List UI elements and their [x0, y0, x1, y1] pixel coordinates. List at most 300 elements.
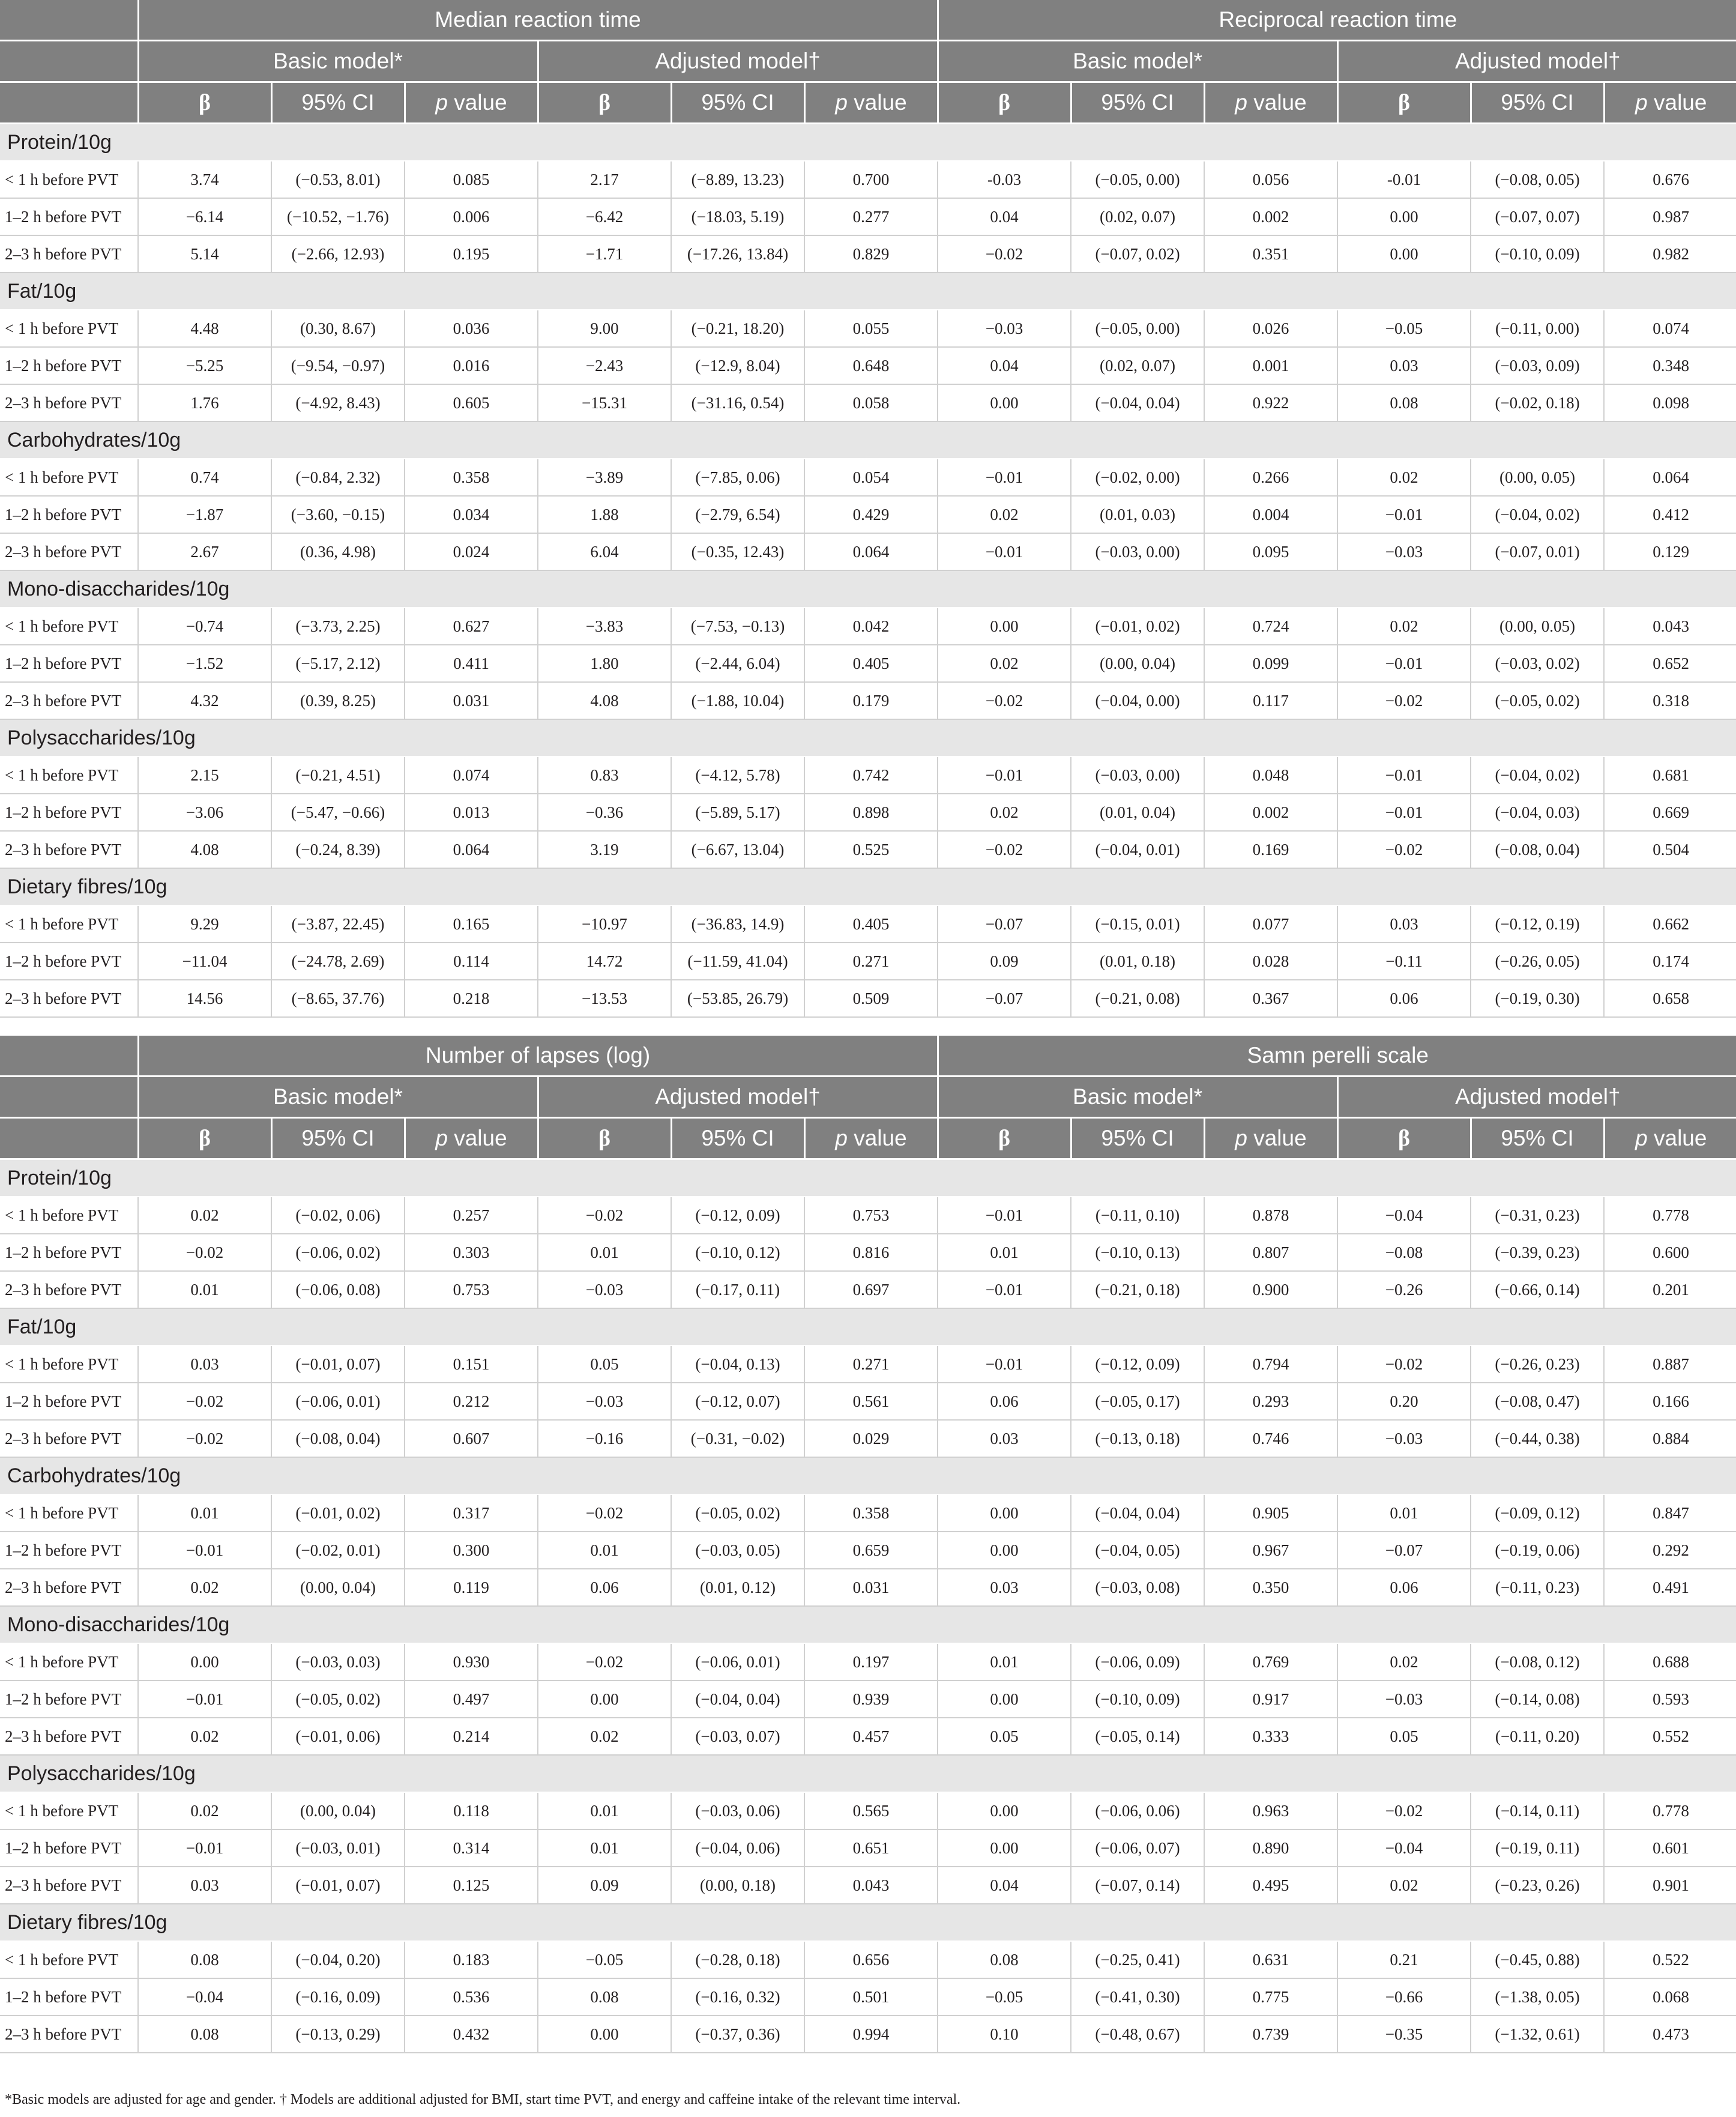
ci-cell: (−0.04, 0.13) — [671, 1345, 804, 1383]
p-value-cell: 0.739 — [1204, 2016, 1337, 2053]
ci-cell: (−0.03, 0.08) — [1071, 1569, 1204, 1606]
table-row — [0, 1867, 1736, 1904]
beta-cell: 0.02 — [938, 496, 1071, 533]
p-value-suffix: value — [447, 90, 507, 115]
header-columns-row — [0, 1118, 1736, 1159]
header-columns-row — [0, 82, 1736, 124]
p-value-cell: 0.212 — [405, 1383, 538, 1420]
beta-cell: 0.00 — [938, 1792, 1071, 1829]
ci-cell: (−0.05, 0.02) — [271, 1681, 405, 1718]
time-interval-label: 1–2 h before PVT — [0, 645, 138, 682]
beta-cell: 0.02 — [938, 794, 1071, 831]
beta-cell: 0.01 — [138, 1271, 271, 1308]
p-value-cell: 0.963 — [1204, 1792, 1337, 1829]
time-interval-label: 2–3 h before PVT — [0, 1569, 138, 1606]
time-interval-label: 1–2 h before PVT — [0, 943, 138, 980]
p-value-cell: 0.048 — [1204, 757, 1337, 794]
p-value-cell: 0.669 — [1604, 794, 1736, 831]
ci-cell: (−0.06, 0.01) — [271, 1383, 405, 1420]
time-interval-label: < 1 h before PVT — [0, 1941, 138, 1978]
ci-cell: (−0.10, 0.12) — [671, 1234, 804, 1271]
ci-cell: (−0.15, 0.01) — [1071, 905, 1204, 943]
p-value-cell: 0.195 — [405, 235, 538, 273]
p-value-cell: 0.004 — [1204, 496, 1337, 533]
table-row — [0, 1941, 1736, 1978]
p-value-cell: 0.794 — [1204, 1345, 1337, 1383]
beta-cell: 0.00 — [938, 1681, 1071, 1718]
beta-cell: 2.15 — [138, 757, 271, 794]
ci-cell: (−0.28, 0.18) — [671, 1941, 804, 1978]
ci-cell: (−0.14, 0.08) — [1471, 1681, 1604, 1718]
p-value-cell: 0.917 — [1204, 1681, 1337, 1718]
ci-cell: (−0.11, 0.20) — [1471, 1718, 1604, 1755]
p-letter: p — [1635, 90, 1648, 115]
p-value-cell: 0.676 — [1604, 161, 1736, 198]
beta-cell: 0.08 — [938, 1941, 1071, 1978]
ci-cell: (−0.08, 0.47) — [1471, 1383, 1604, 1420]
p-value-cell: 0.350 — [1204, 1569, 1337, 1606]
ci-cell: (−0.21, 0.18) — [1071, 1271, 1204, 1308]
p-value-cell: 0.778 — [1604, 1197, 1736, 1234]
time-interval-label: < 1 h before PVT — [0, 1345, 138, 1383]
ci-column-header: 95% CI — [1071, 1118, 1204, 1159]
p-value-suffix: value — [1247, 1126, 1307, 1150]
time-interval-label: 2–3 h before PVT — [0, 1420, 138, 1457]
beta-cell: 0.03 — [138, 1867, 271, 1904]
p-value-cell: 0.002 — [1204, 794, 1337, 831]
beta-cell: −0.04 — [1337, 1197, 1471, 1234]
time-interval-label: 2–3 h before PVT — [0, 384, 138, 421]
p-value-cell: 0.043 — [804, 1867, 938, 1904]
beta-column-header: β — [538, 82, 671, 124]
beta-cell: 4.08 — [538, 682, 671, 719]
table-row — [0, 1494, 1736, 1532]
ci-cell: (0.00, 0.04) — [271, 1792, 405, 1829]
ci-cell: (−12.9, 8.04) — [671, 347, 804, 384]
ci-cell: (0.39, 8.25) — [271, 682, 405, 719]
p-value-cell: 0.034 — [405, 496, 538, 533]
table-row — [0, 1829, 1736, 1867]
p-value-cell: 0.994 — [804, 2016, 938, 2053]
p-value-cell: 0.987 — [1604, 198, 1736, 235]
ci-cell: (−0.02, 0.01) — [271, 1532, 405, 1569]
beta-cell: 0.01 — [538, 1532, 671, 1569]
p-value-cell: 0.982 — [1604, 235, 1736, 273]
ci-cell: (−2.66, 12.93) — [271, 235, 405, 273]
p-value-cell: 0.013 — [405, 794, 538, 831]
p-value-cell: 0.068 — [1604, 1978, 1736, 2016]
beta-cell: −0.02 — [138, 1420, 271, 1457]
nutrient-group-title: Carbohydrates/10g — [0, 1457, 1736, 1494]
p-value-cell: 0.652 — [1604, 645, 1736, 682]
p-value-cell: 0.651 — [804, 1829, 938, 1867]
p-value-cell: 0.055 — [804, 310, 938, 347]
beta-cell: 0.02 — [1337, 459, 1471, 496]
ci-cell: (−0.21, 4.51) — [271, 757, 405, 794]
beta-cell: 0.04 — [938, 347, 1071, 384]
table-row — [0, 980, 1736, 1017]
nutrient-group-row — [0, 273, 1736, 310]
p-value-cell: 0.901 — [1604, 1867, 1736, 1904]
p-value-cell: 0.700 — [804, 161, 938, 198]
table-row — [0, 905, 1736, 943]
ci-cell: (−0.08, 0.05) — [1471, 161, 1604, 198]
p-value-cell: 0.601 — [1604, 1829, 1736, 1867]
beta-cell: −3.83 — [538, 608, 671, 645]
p-value-cell: 0.405 — [804, 905, 938, 943]
p-value-cell: 0.473 — [1604, 2016, 1736, 2053]
beta-cell: −0.02 — [1337, 831, 1471, 868]
p-value-cell: 0.504 — [1604, 831, 1736, 868]
p-value-cell: 0.064 — [405, 831, 538, 868]
ci-cell: (−0.12, 0.09) — [671, 1197, 804, 1234]
model-header: Basic model* — [938, 1077, 1337, 1118]
header-blank-cell — [0, 1077, 138, 1118]
beta-cell: 4.08 — [138, 831, 271, 868]
nutrient-group-title: Mono-disaccharides/10g — [0, 1606, 1736, 1643]
beta-cell: -0.03 — [938, 161, 1071, 198]
table-row — [0, 533, 1736, 570]
ci-cell: (−0.04, 0.02) — [1471, 496, 1604, 533]
ci-cell: (−0.03, 0.07) — [671, 1718, 804, 1755]
p-value-cell: 0.922 — [1204, 384, 1337, 421]
beta-cell: 0.09 — [538, 1867, 671, 1904]
beta-cell: 0.02 — [1337, 1643, 1471, 1681]
beta-cell: −0.02 — [938, 831, 1071, 868]
table-row — [0, 384, 1736, 421]
beta-cell: 2.17 — [538, 161, 671, 198]
p-value-cell: 0.939 — [804, 1681, 938, 1718]
p-value-cell: 0.648 — [804, 347, 938, 384]
ci-cell: (−0.16, 0.09) — [271, 1978, 405, 2016]
table-row — [0, 2016, 1736, 2053]
model-header: Basic model* — [938, 41, 1337, 82]
time-interval-label: 1–2 h before PVT — [0, 1681, 138, 1718]
nutrient-group-title: Protein/10g — [0, 1159, 1736, 1197]
p-value-cell: 0.659 — [804, 1532, 938, 1569]
nutrient-group-row — [0, 1606, 1736, 1643]
beta-cell: 0.00 — [938, 1532, 1071, 1569]
ci-cell: (−0.05, 0.00) — [1071, 310, 1204, 347]
p-value-cell: 0.753 — [804, 1197, 938, 1234]
p-letter: p — [835, 1126, 848, 1150]
nutrient-group-title: Dietary fibres/10g — [0, 1904, 1736, 1941]
ci-cell: (−3.87, 22.45) — [271, 905, 405, 943]
beta-cell: 0.02 — [1337, 608, 1471, 645]
p-value-cell: 0.742 — [804, 757, 938, 794]
p-value-cell: 0.197 — [804, 1643, 938, 1681]
table-row — [0, 459, 1736, 496]
p-value-cell: 0.631 — [1204, 1941, 1337, 1978]
beta-cell: −1.52 — [138, 645, 271, 682]
table-row — [0, 161, 1736, 198]
p-value-cell: 0.697 — [804, 1271, 938, 1308]
p-value-cell: 0.042 — [804, 608, 938, 645]
table-row — [0, 1718, 1736, 1755]
p-value-cell: 0.662 — [1604, 905, 1736, 943]
nutrient-group-row — [0, 1159, 1736, 1197]
beta-cell: 0.08 — [1337, 384, 1471, 421]
nutrient-group-row — [0, 570, 1736, 608]
ci-cell: (−0.16, 0.32) — [671, 1978, 804, 2016]
ci-cell: (−11.59, 41.04) — [671, 943, 804, 980]
ci-cell: (0.02, 0.07) — [1071, 198, 1204, 235]
header-blank-cell — [0, 1036, 138, 1077]
p-value-cell: 0.218 — [405, 980, 538, 1017]
p-value-cell: 0.293 — [1204, 1383, 1337, 1420]
p-value-cell: 0.495 — [1204, 1867, 1337, 1904]
beta-cell: 0.08 — [138, 1941, 271, 1978]
p-value-cell: 0.036 — [405, 310, 538, 347]
ci-cell: (−5.89, 5.17) — [671, 794, 804, 831]
beta-cell: 0.10 — [938, 2016, 1071, 2053]
ci-cell: (−0.10, 0.09) — [1071, 1681, 1204, 1718]
nutrient-group-title: Polysaccharides/10g — [0, 1755, 1736, 1792]
p-value-cell: 0.429 — [804, 496, 938, 533]
table-row — [0, 794, 1736, 831]
ci-cell: (−8.89, 13.23) — [671, 161, 804, 198]
beta-cell: 0.01 — [538, 1792, 671, 1829]
ci-cell: (−0.05, 0.00) — [1071, 161, 1204, 198]
table-row — [0, 682, 1736, 719]
p-value-cell: 0.565 — [804, 1792, 938, 1829]
beta-cell: 0.00 — [938, 608, 1071, 645]
ci-cell: (−7.53, −0.13) — [671, 608, 804, 645]
p-value-cell: 0.117 — [1204, 682, 1337, 719]
ci-cell: (−0.13, 0.18) — [1071, 1420, 1204, 1457]
ci-cell: (−1.38, 0.05) — [1471, 1978, 1604, 2016]
ci-cell: (−0.04, 0.02) — [1471, 757, 1604, 794]
table-row — [0, 645, 1736, 682]
beta-cell: 0.83 — [538, 757, 671, 794]
beta-cell: 14.72 — [538, 943, 671, 980]
p-value-cell: 0.114 — [405, 943, 538, 980]
beta-cell: −0.04 — [1337, 1829, 1471, 1867]
p-value-cell: 0.769 — [1204, 1643, 1337, 1681]
time-interval-label: 1–2 h before PVT — [0, 794, 138, 831]
beta-cell: −0.02 — [138, 1234, 271, 1271]
beta-cell: 0.05 — [938, 1718, 1071, 1755]
beta-cell: 0.01 — [138, 1494, 271, 1532]
ci-cell: (−0.31, −0.02) — [671, 1420, 804, 1457]
time-interval-label: < 1 h before PVT — [0, 1643, 138, 1681]
ci-cell: (−0.06, 0.08) — [271, 1271, 405, 1308]
beta-cell: −5.25 — [138, 347, 271, 384]
ci-column-header: 95% CI — [1071, 82, 1204, 124]
nutrient-group-title: Polysaccharides/10g — [0, 719, 1736, 757]
p-value-cell: 0.333 — [1204, 1718, 1337, 1755]
ci-cell: (−3.73, 2.25) — [271, 608, 405, 645]
p-value-cell: 0.300 — [405, 1532, 538, 1569]
p-value-suffix: value — [1647, 90, 1707, 115]
time-interval-label: 1–2 h before PVT — [0, 1532, 138, 1569]
beta-cell: −15.31 — [538, 384, 671, 421]
p-value-cell: 0.129 — [1604, 533, 1736, 570]
p-value-cell: 0.593 — [1604, 1681, 1736, 1718]
p-value-suffix: value — [1647, 1126, 1707, 1150]
ci-column-header: 95% CI — [1471, 82, 1604, 124]
beta-cell: −0.01 — [138, 1532, 271, 1569]
header-blank-cell — [0, 41, 138, 82]
p-value-cell: 0.905 — [1204, 1494, 1337, 1532]
nutrient-group-row — [0, 421, 1736, 459]
p-value-cell: 0.847 — [1604, 1494, 1736, 1532]
header-blank-cell — [0, 1118, 138, 1159]
beta-cell: 0.01 — [938, 1643, 1071, 1681]
beta-cell: −0.07 — [938, 905, 1071, 943]
ci-cell: (−0.12, 0.19) — [1471, 905, 1604, 943]
p-value-cell: 0.214 — [405, 1718, 538, 1755]
ci-cell: (−0.05, 0.14) — [1071, 1718, 1204, 1755]
time-interval-label: < 1 h before PVT — [0, 608, 138, 645]
time-interval-label: 1–2 h before PVT — [0, 1383, 138, 1420]
beta-column-header: β — [1337, 82, 1471, 124]
p-value-column-header — [1204, 1118, 1337, 1159]
ci-cell: (−0.03, 0.00) — [1071, 533, 1204, 570]
p-value-cell: 0.098 — [1604, 384, 1736, 421]
ci-cell: (−0.06, 0.01) — [671, 1643, 804, 1681]
p-value-cell: 0.605 — [405, 384, 538, 421]
ci-cell: (−1.88, 10.04) — [671, 682, 804, 719]
p-value-cell: 0.884 — [1604, 1420, 1736, 1457]
p-value-column-header — [804, 82, 938, 124]
p-value-cell: 0.002 — [1204, 198, 1337, 235]
ci-cell: (−0.04, 0.04) — [1071, 1494, 1204, 1532]
table-row — [0, 310, 1736, 347]
beta-column-header: β — [938, 82, 1071, 124]
beta-cell: 0.21 — [1337, 1941, 1471, 1978]
p-value-cell: 0.166 — [1604, 1383, 1736, 1420]
beta-cell: 0.01 — [538, 1829, 671, 1867]
ci-cell: (−0.25, 0.41) — [1071, 1941, 1204, 1978]
p-value-cell: 0.829 — [804, 235, 938, 273]
model-header: Basic model* — [138, 1077, 538, 1118]
ci-cell: (−4.92, 8.43) — [271, 384, 405, 421]
ci-cell: (−0.04, 0.05) — [1071, 1532, 1204, 1569]
nutrient-group-row — [0, 1755, 1736, 1792]
time-interval-label: 2–3 h before PVT — [0, 980, 138, 1017]
table-row — [0, 608, 1736, 645]
time-interval-label: 2–3 h before PVT — [0, 1718, 138, 1755]
beta-cell: −0.01 — [1337, 496, 1471, 533]
p-value-suffix: value — [847, 1126, 907, 1150]
beta-cell: -0.01 — [1337, 161, 1471, 198]
ci-cell: (−53.85, 26.79) — [671, 980, 804, 1017]
p-value-cell: 0.746 — [1204, 1420, 1337, 1457]
time-interval-label: < 1 h before PVT — [0, 905, 138, 943]
p-value-cell: 0.043 — [1604, 608, 1736, 645]
ci-cell: (0.30, 8.67) — [271, 310, 405, 347]
time-interval-label: 2–3 h before PVT — [0, 1867, 138, 1904]
model-header: Adjusted model† — [1337, 1077, 1736, 1118]
ci-cell: (−0.41, 0.30) — [1071, 1978, 1204, 2016]
p-value-cell: 0.561 — [804, 1383, 938, 1420]
beta-cell: 0.05 — [538, 1345, 671, 1383]
p-value-cell: 0.405 — [804, 645, 938, 682]
p-value-cell: 0.201 — [1604, 1271, 1736, 1308]
beta-cell: 0.00 — [138, 1643, 271, 1681]
table-row — [0, 1197, 1736, 1234]
ci-cell: (−0.03, 0.09) — [1471, 347, 1604, 384]
beta-cell: 0.06 — [938, 1383, 1071, 1420]
ci-cell: (−0.07, 0.07) — [1471, 198, 1604, 235]
ci-cell: (−0.06, 0.09) — [1071, 1643, 1204, 1681]
p-value-cell: 0.600 — [1604, 1234, 1736, 1271]
p-value-cell: 0.085 — [405, 161, 538, 198]
beta-cell: −0.03 — [1337, 533, 1471, 570]
time-interval-label: 1–2 h before PVT — [0, 1978, 138, 2016]
ci-cell: (−0.06, 0.02) — [271, 1234, 405, 1271]
beta-cell: 0.08 — [138, 2016, 271, 2053]
p-value-column-header — [804, 1118, 938, 1159]
ci-column-header: 95% CI — [1471, 1118, 1604, 1159]
ci-cell: (−0.19, 0.06) — [1471, 1532, 1604, 1569]
time-interval-label: < 1 h before PVT — [0, 1792, 138, 1829]
beta-cell: 0.00 — [938, 384, 1071, 421]
beta-cell: 3.74 — [138, 161, 271, 198]
beta-cell: −0.03 — [938, 310, 1071, 347]
p-letter: p — [835, 90, 848, 115]
p-value-cell: 0.029 — [804, 1420, 938, 1457]
ci-cell: (−0.21, 0.08) — [1071, 980, 1204, 1017]
time-interval-label: 2–3 h before PVT — [0, 682, 138, 719]
outcome-header: Reciprocal reaction time — [938, 0, 1736, 41]
ci-cell: (0.01, 0.18) — [1071, 943, 1204, 980]
p-value-cell: 0.118 — [405, 1792, 538, 1829]
ci-cell: (−24.78, 2.69) — [271, 943, 405, 980]
p-value-cell: 0.001 — [1204, 347, 1337, 384]
ci-cell: (−10.52, −1.76) — [271, 198, 405, 235]
p-letter: p — [435, 1126, 448, 1150]
p-value-cell: 0.074 — [1604, 310, 1736, 347]
beta-cell: 0.06 — [1337, 980, 1471, 1017]
p-value-cell: 0.064 — [804, 533, 938, 570]
ci-cell: (−0.09, 0.12) — [1471, 1494, 1604, 1532]
beta-cell: −0.02 — [1337, 1345, 1471, 1383]
beta-cell: 1.80 — [538, 645, 671, 682]
p-value-cell: 0.457 — [804, 1718, 938, 1755]
beta-cell: −0.02 — [1337, 682, 1471, 719]
beta-cell: −0.03 — [538, 1271, 671, 1308]
nutrient-group-row — [0, 124, 1736, 162]
p-value-column-header — [1604, 1118, 1736, 1159]
model-header: Basic model* — [138, 41, 538, 82]
ci-cell: (−0.26, 0.05) — [1471, 943, 1604, 980]
ci-cell: (0.00, 0.04) — [1071, 645, 1204, 682]
beta-cell: 1.76 — [138, 384, 271, 421]
p-value-cell: 0.348 — [1604, 347, 1736, 384]
ci-cell: (−0.07, 0.14) — [1071, 1867, 1204, 1904]
ci-cell: (−0.01, 0.02) — [271, 1494, 405, 1532]
p-value-suffix: value — [847, 90, 907, 115]
beta-cell: −3.89 — [538, 459, 671, 496]
beta-cell: −0.74 — [138, 608, 271, 645]
p-value-cell: 0.095 — [1204, 533, 1337, 570]
beta-cell: −0.26 — [1337, 1271, 1471, 1308]
header-outcomes-row — [0, 0, 1736, 41]
ci-cell: (−0.31, 0.23) — [1471, 1197, 1604, 1234]
time-interval-label: 2–3 h before PVT — [0, 2016, 138, 2053]
beta-cell: 0.03 — [1337, 347, 1471, 384]
beta-cell: −0.05 — [938, 1978, 1071, 2016]
ci-column-header: 95% CI — [271, 82, 405, 124]
beta-cell: 4.32 — [138, 682, 271, 719]
p-value-cell: 0.174 — [1604, 943, 1736, 980]
beta-cell: 0.04 — [938, 1867, 1071, 1904]
time-interval-label: < 1 h before PVT — [0, 1197, 138, 1234]
ci-cell: (−0.04, 0.20) — [271, 1941, 405, 1978]
beta-cell: −13.53 — [538, 980, 671, 1017]
